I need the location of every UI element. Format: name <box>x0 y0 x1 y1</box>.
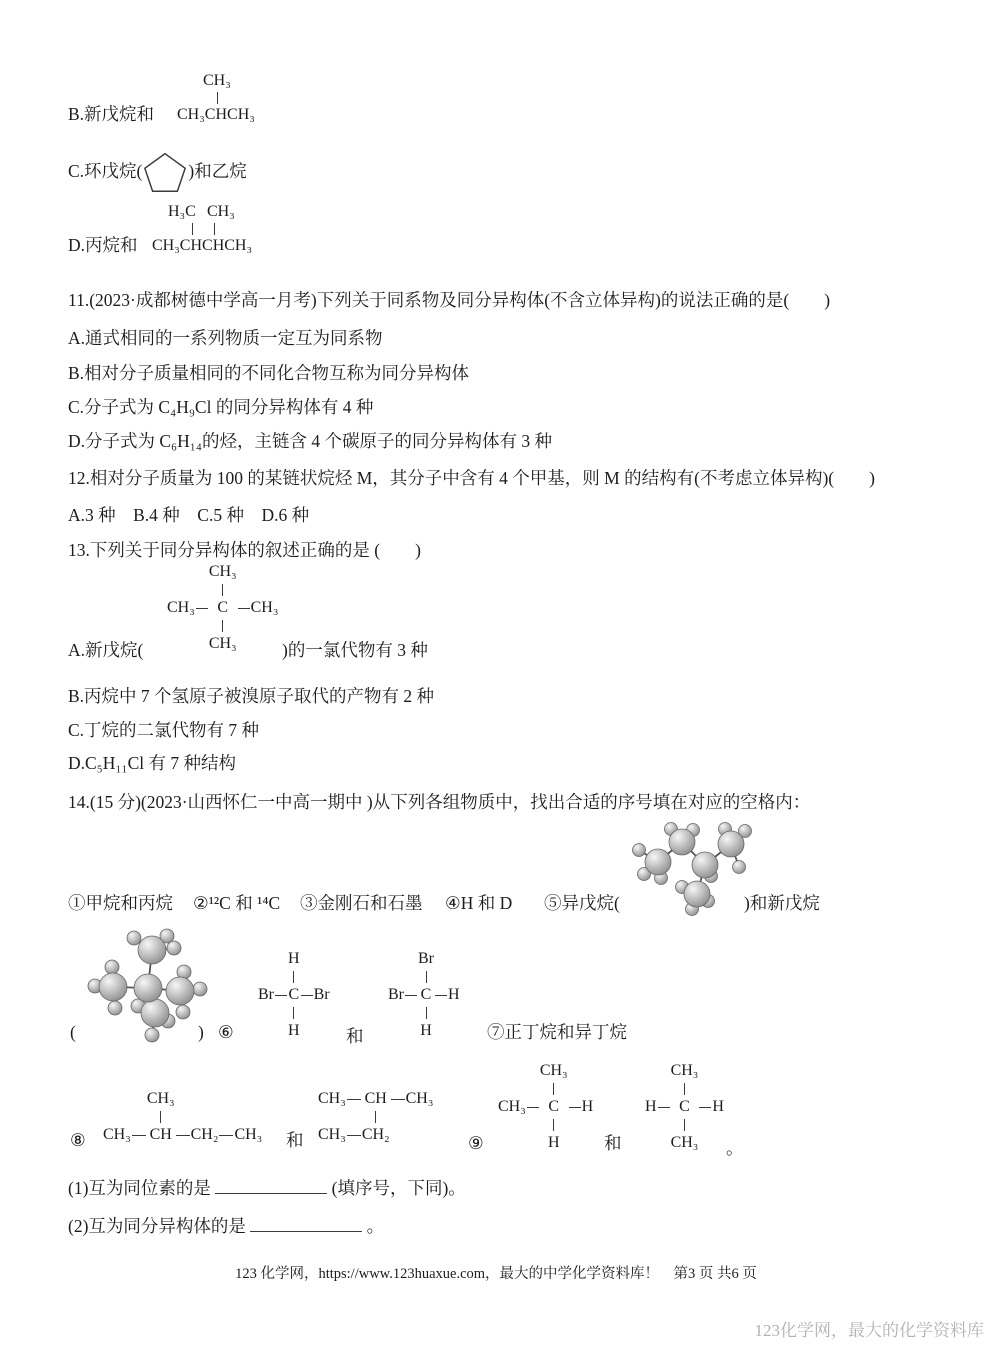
formula-right: Br <box>313 986 330 1003</box>
q14-blank-1-post: (填序号，下同)。 <box>331 1178 466 1198</box>
formula-center: C <box>548 1098 560 1115</box>
bond-horizontal <box>238 608 250 609</box>
q14-item-7: ⑦正丁烷和异丁烷 <box>487 1022 627 1042</box>
q14-structure-8b-methylbutane <box>318 1088 433 1146</box>
formula-top: Br <box>418 950 434 967</box>
q14-item-4: ④H 和 D <box>445 893 513 913</box>
bond-vertical <box>293 1007 294 1019</box>
bond-horizontal <box>275 995 287 996</box>
formula-left: H <box>645 1098 657 1115</box>
formula-left: CH₃ <box>167 599 195 616</box>
q13-option-c: C.丁烷的二氯代物有 7 种 <box>68 720 260 740</box>
formula-top-2: CH₃ <box>207 203 235 220</box>
q14-item-6-label: ⑥ <box>218 1022 234 1042</box>
q14-structure-6a-dibromomethane <box>258 948 330 1042</box>
bond-horizontal <box>405 995 417 996</box>
q10-option-d-label: D.丙烷和 <box>68 235 138 255</box>
formula-left: Br <box>388 986 404 1003</box>
formula-right: H <box>712 1098 724 1115</box>
q14-and-1: 和 <box>346 1026 364 1046</box>
q13-option-d: D.C₅H₁₁Cl 有 7 种结构 <box>68 753 237 773</box>
bond-horizontal <box>569 1107 581 1108</box>
formula-bottom: CH₃CHCHCH₃ <box>152 237 253 254</box>
formula-atom: CH₃ <box>318 1090 346 1107</box>
q14-blank-2-line <box>68 1216 384 1238</box>
q10-option-c-pre: C.环戊烷( <box>68 161 143 182</box>
q13-stem: 13.下列关于同分异构体的叙述正确的是 ( ) <box>68 540 421 560</box>
formula-atom: CH₂ <box>361 1126 390 1143</box>
bond-horizontal <box>132 1135 146 1136</box>
bond-vertical <box>214 223 215 235</box>
q14-blank-2-post: 。 <box>366 1216 385 1236</box>
q14-structure-9b-propane <box>645 1060 724 1154</box>
q14-item-3: ③金刚石和石墨 <box>300 893 423 913</box>
formula-center: C <box>288 986 300 1003</box>
formula-atom: CH₃ <box>405 1090 434 1107</box>
q13-option-b: B.丙烷中 7 个氢原子被溴原子取代的产物有 2 种 <box>68 686 435 706</box>
site-watermark: 123化学网，最大的化学资料库 <box>754 1321 984 1340</box>
bond-horizontal <box>196 608 208 609</box>
q14-period: 。 <box>726 1138 744 1158</box>
q12-options: A.3 种 B.4 种 C.5 种 D.6 种 <box>68 505 310 525</box>
q14-blank-1-field <box>215 1178 327 1194</box>
formula-top: CH₃ <box>203 72 231 89</box>
formula-bottom: CH₃ <box>208 635 237 652</box>
formula-center: C <box>420 986 432 1003</box>
q14-and-2: 和 <box>286 1130 304 1150</box>
q10-structure-b-isobutane <box>177 72 307 130</box>
formula-bottom: CH₃ <box>670 1134 699 1151</box>
bond-vertical <box>426 1007 427 1019</box>
q11-option-a: A.通式相同的一系列物质一定互为同系物 <box>68 328 383 348</box>
formula-center: C <box>217 599 229 616</box>
bond-horizontal <box>219 1135 233 1136</box>
bond-horizontal <box>699 1107 711 1108</box>
q13-option-a-pre: A.新戊烷( <box>68 640 144 660</box>
q14-item-5-pre: ⑤异戊烷( <box>544 893 620 913</box>
formula-right: H <box>581 1098 594 1115</box>
bond-vertical <box>222 584 223 596</box>
q14-model-paren-close: ) <box>198 1022 204 1042</box>
formula-atom: CH₃ <box>318 1126 346 1143</box>
q10-option-b-label: B.新戊烷和 <box>68 104 155 124</box>
bond-horizontal <box>391 1099 405 1100</box>
bond-vertical <box>553 1083 554 1095</box>
formula-top: CH₃ <box>208 563 237 580</box>
bond-horizontal <box>527 1107 539 1108</box>
q14-blank-1-pre: (1)互为同位素的是 <box>68 1178 211 1198</box>
formula-top: CH₃ <box>670 1062 699 1079</box>
q14-and-3: 和 <box>604 1133 622 1153</box>
q14-item-9-label: ⑨ <box>468 1133 484 1153</box>
bond-vertical <box>217 92 218 104</box>
q14-item-1: ①甲烷和丙烷 <box>68 893 173 913</box>
q14-blank-2-field <box>250 1216 362 1232</box>
q11-option-c: C.分子式为 C₄H₉Cl 的同分异构体有 4 种 <box>68 397 374 417</box>
q14-item-2: ②¹²C 和 ¹⁴C <box>193 893 281 913</box>
q14-item-5-post: )和新戊烷 <box>744 893 820 913</box>
q14-structure-8a-methylbutane <box>103 1088 262 1146</box>
bond-vertical <box>293 971 294 983</box>
q14-blank-2-pre: (2)互为同分异构体的是 <box>68 1216 246 1236</box>
q10-structure-d-dimethylbutane <box>152 203 292 261</box>
bond-vertical <box>160 1111 161 1123</box>
q11-option-b: B.相对分子质量相同的不同化合物互称为同分异构体 <box>68 363 470 383</box>
formula-right: CH₃ <box>250 599 279 616</box>
bond-vertical <box>192 223 193 235</box>
bond-vertical <box>426 971 427 983</box>
q14-stem: 14.(15 分)(2023·山西怀仁一中高一期中 )从下列各组物质中，找出合适的序号填在对应的空格内： <box>68 792 811 812</box>
q10-option-c <box>68 150 247 194</box>
q13-structure-neopentane <box>167 561 278 655</box>
q11-option-d: D.分子式为 C₆H₁₄的烃，主链含 4 个碳原子的同分异构体有 3 种 <box>68 431 552 451</box>
bond-vertical <box>553 1119 554 1131</box>
bond-horizontal <box>176 1135 190 1136</box>
q14-item-8-label: ⑧ <box>70 1130 86 1150</box>
q14-structure-9a-propane <box>498 1060 593 1154</box>
bond-horizontal <box>301 995 313 996</box>
bond-horizontal <box>435 995 447 996</box>
formula-bottom: H <box>288 1022 300 1039</box>
formula-top-1: H₃C <box>168 203 196 220</box>
formula-atom: CH <box>149 1126 172 1143</box>
q12-stem: 12.相对分子质量为 100 的某链状烷烃 M，其分子中含有 4 个甲基，则 M 的结构有(不考虑立体异构)( ) <box>68 468 875 488</box>
bond-horizontal <box>347 1099 361 1100</box>
bond-vertical <box>222 620 223 632</box>
cyclopentane-ring-icon <box>142 150 188 194</box>
formula-atom: CH₃ <box>234 1126 263 1143</box>
formula-bottom: CH₃CHCH₃ <box>177 106 255 123</box>
formula-bottom: H <box>420 1022 432 1039</box>
formula-top: CH₃ <box>539 1062 568 1079</box>
formula-atom: CH₃ <box>103 1126 131 1143</box>
q14-model-paren-open: ( <box>70 1022 76 1042</box>
formula-center: C <box>679 1098 690 1115</box>
bond-vertical <box>684 1119 685 1131</box>
q14-blank-1-line <box>68 1178 466 1200</box>
formula-bottom: H <box>547 1134 560 1151</box>
bond-vertical <box>684 1083 685 1095</box>
formula-atom: CH₂ <box>190 1126 219 1143</box>
formula-left: Br <box>258 986 274 1003</box>
bond-horizontal <box>658 1107 670 1108</box>
q14-structure-6b-dibromomethane <box>388 948 460 1042</box>
formula-left: CH₃ <box>498 1098 526 1115</box>
q10-option-c-post: )和乙烷 <box>188 161 247 182</box>
formula-atom: CH <box>364 1090 387 1107</box>
neopentane-ball-stick-model <box>70 925 235 1060</box>
formula-top: H <box>288 950 300 967</box>
q13-option-a-post: )的一氯代物有 3 种 <box>282 640 428 660</box>
formula-right: H <box>448 986 460 1003</box>
bond-vertical <box>375 1111 376 1123</box>
q11-stem: 11.(2023·成都树德中学高一月考)下列关于同系物及同分异构体(不含立体异构)的说法正确的是( ) <box>68 290 831 310</box>
bond-horizontal <box>347 1135 361 1136</box>
formula-top: CH₃ <box>146 1090 175 1107</box>
page-footer: 123 化学网，https://www.123huaxue.com，最大的中学化学资料库！ 第3 页 共6 页 <box>235 1266 757 1282</box>
